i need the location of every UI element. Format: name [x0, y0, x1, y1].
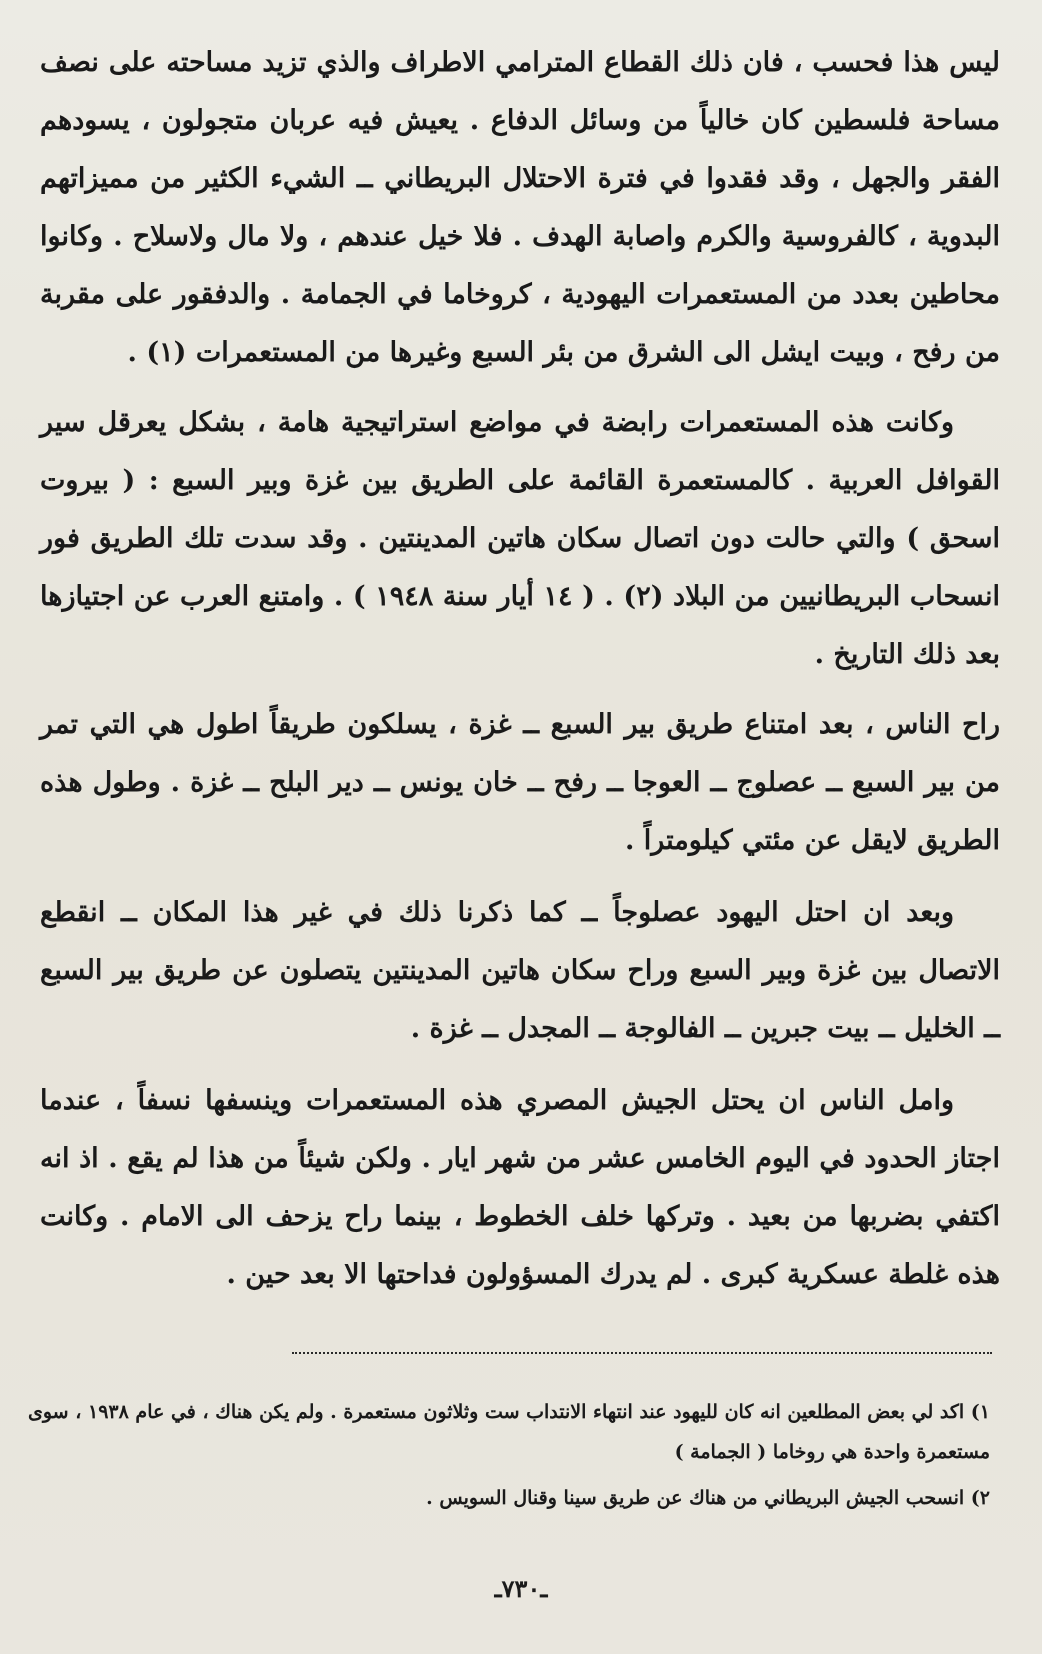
footnote-1: ١) اكد لي بعض المطلعين انه كان لليهود عند انتهاء الانتداب ست وثلاثون مستعمرة . ولم يكن هناك ، في عام ١٩٣٨ ، سوى مستعمرة واحدة هي روخاما ( الجمامة ): [28, 1401, 990, 1463]
paragraph-gap: [40, 1058, 1000, 1072]
footnote-2: ٢) انسحب الجيش البريطاني من هناك عن طريق سينا وقنال السويس .: [426, 1487, 990, 1509]
paragraph-4: وبعد ان احتل اليهود عصلوجاً ــ كما ذكرنا ذلك في غير هذا المكان ــ انقطع الاتصال بين غزة وبير السبع وراح سكان هاتين المدينتين يتصلون عن طريق بير السبع ــ الخليل ــ بيت جبرين ــ الفالوجة ــ المجدل ــ غزة .: [40, 897, 1000, 1044]
page-number: ـ٧٣٠ـ: [494, 1574, 548, 1603]
footnote-separator: [292, 1352, 992, 1354]
paragraph-gap: [40, 870, 1000, 884]
paragraph-5: وامل الناس ان يحتل الجيش المصري هذه المستعمرات وينسفها نسفاً ، عندما اجتاز الحدود في اليوم الخامس عشر من شهر ايار . ولكن شيئاً من هذا لم يقع . اذ انه اكتفي بضربها من بعيد . وتركها خلف الخطوط ، بينما راح يزحف الى الامام . وكانت هذه غلطة عسكرية كبرى . لم يدرك المسؤولون فداحتها الا بعد حين .: [40, 1085, 1000, 1290]
paragraph-gap: [40, 684, 1000, 696]
paragraph-1: ليس هذا فحسب ، فان ذلك القطاع المترامي الاطراف والذي تزيد مساحته على نصف مساحة فلسطين كان خالياً من وسائل الدفاع . يعيش فيه عربان متجولون ، يسودهم الفقر والجهل ، وقد فقدوا في فترة الاحتلال البريطاني ــ الشيء الكثير من مميزاتهم البدوية ، كالفروسية والكرم واصابة الهدف . فلا خيل عندهم ، ولا مال ولاسلاح . وكانوا محاطين بعدد من المستعمرات اليهودية ، كروخاما في الجمامة . والدفقور على مقربة من رفح ، وبيت ايشل الى الشرق من بئر السبع وغيرها من المستعمرات (١) .: [40, 47, 1000, 368]
paragraph-gap: [40, 382, 1000, 394]
main-text: [40, 34, 1000, 1304]
footnotes: [28, 1392, 990, 1518]
paragraph-2: وكانت هذه المستعمرات رابضة في مواضع استراتيجية هامة ، بشكل يعرقل سير القوافل العربية . كالمستعمرة القائمة على الطريق بين غزة وبير السبع : ( بيروت اسحق ) والتي حالت دون اتصال سكان هاتين المدينتين . وقد سدت تلك الطريق فور انسحاب البريطانيين من البلاد (٢) . ( ١٤ أيار سنة ١٩٤٨ ) . وامتنع العرب عن اجتيازها بعد ذلك التاريخ .: [40, 407, 1000, 670]
paragraph-3: راح الناس ، بعد امتناع طريق بير السبع ــ غزة ، يسلكون طريقاً اطول هي التي تمر من بير السبع ــ عصلوج ــ العوجا ــ رفح ــ خان يونس ــ دير البلح ــ غزة . وطول هذه الطريق لايقل عن مئتي كيلومتراً .: [40, 709, 1000, 856]
